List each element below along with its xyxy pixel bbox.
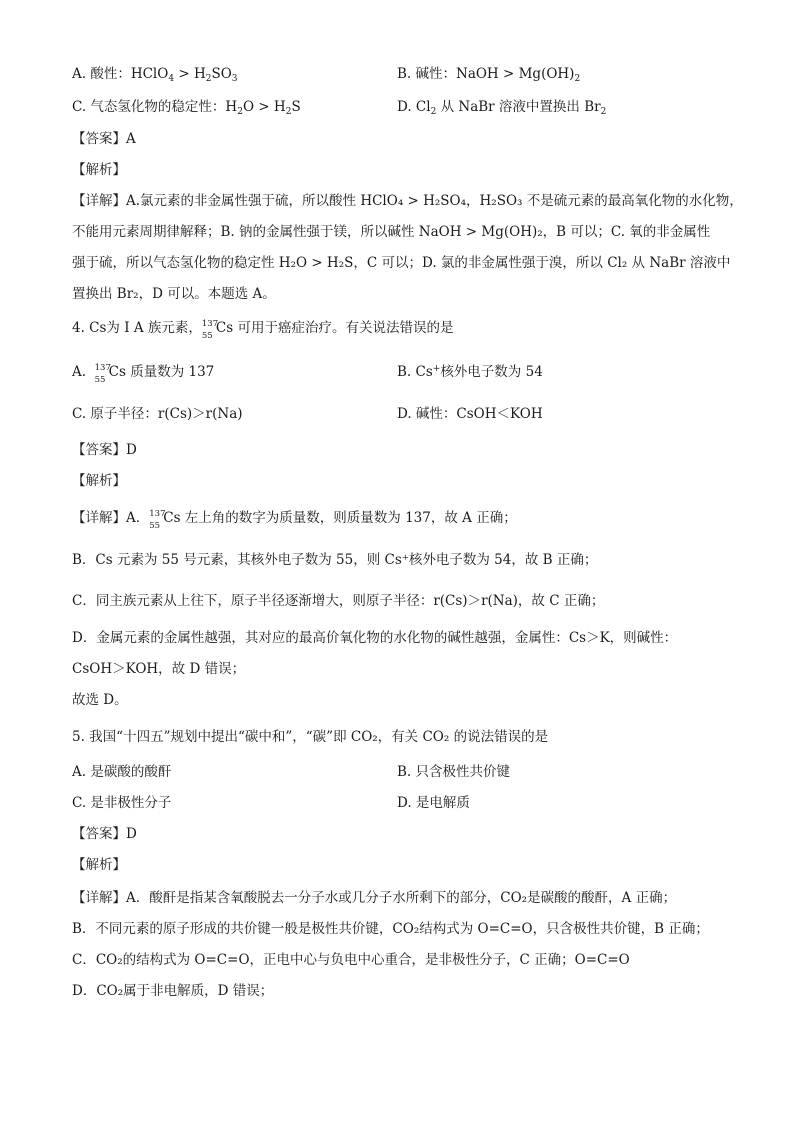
- q3-option-d: D. $Cl_2$ 从 NaBr 溶液中置换出 $Br_2$: [397, 99, 607, 117]
- answer-label: 【答案】: [72, 442, 126, 458]
- answer-value: D: [126, 826, 137, 842]
- q3-option-a: A. 酸性：HClO$_4$ > $H_2SO_3$: [72, 66, 238, 84]
- q4-option-a: A. 137 55 Cs 质量数为 137: [72, 363, 215, 385]
- q4-detail-c: C．同主族元素从上往下，原子半径逐渐增大，则原子半径：r(Cs)＞r(Na)，故 C 正确；: [72, 593, 605, 609]
- q5-detail-d: D．CO₂属于非电解质，D 错误；: [72, 983, 274, 999]
- q3-analysis-label: 【解析】: [72, 162, 126, 178]
- q5-analysis-label: 【解析】: [72, 857, 126, 873]
- nuclide-symbol: 137 55: [94, 363, 111, 385]
- q4-option-c: C. 原子半径：r(Cs)＞r(Na): [72, 406, 243, 422]
- q4-analysis-label: 【解析】: [72, 473, 126, 489]
- q5-option-d: D. 是电解质: [397, 795, 470, 811]
- q5-stem: 5. 我国“十四五”规划中提出“碳中和”，“碳”即 CO₂，有关 CO₂ 的说法错误的是: [72, 729, 549, 745]
- q4-answer: [72, 440, 137, 460]
- q5-option-b: B. 只含极性共价键: [397, 764, 511, 780]
- q5-detail-a: 【详解】A．酸酐是指某含氧酸脱去一分子水或几分子水所剩下的部分，CO₂是碳酸的酸酐，A 正确；: [72, 890, 677, 906]
- q5-detail-b: B．不同元素的原子形成的共价键一般是极性共价键，CO₂结构式为 O=C=O，只含极性共价键，B 正确；: [72, 921, 709, 937]
- answer-label: 【答案】: [72, 826, 126, 842]
- nuclide-symbol: 137 55: [201, 319, 219, 341]
- q5-answer: [72, 824, 137, 844]
- q3-detail-line-3: 强于硫，所以气态氢化物的稳定性 H₂O > H₂S，C 可以；D. 氯的非金属性强于溴，所以 Cl₂ 从 NaBr 溶液中: [72, 255, 731, 271]
- q3-detail-line-2: 不能用元素周期律解释；B. 钠的金属性强于镁，所以碱性 NaOH > Mg(OH)₂，B 可以；C. 氧的非金属性: [72, 224, 711, 240]
- nuclide-symbol: 137 55: [149, 509, 166, 531]
- q3-detail-line-4: 置换出 Br₂，D 可以。本题选 A。: [72, 286, 276, 302]
- q3-answer: [72, 129, 136, 149]
- q5-detail-c: C．CO₂的结构式为 O=C=O，正电中心与负电中心重合，是非极性分子，C 正确；O=C=O: [72, 952, 630, 968]
- q4-stem: 4. Cs为 I A 族元素， 137 55 Cs 可用于癌症治疗。有关说法错误的是: [72, 319, 454, 341]
- q4-option-b: B. Cs+核外电子数为 54: [397, 364, 543, 380]
- q4-option-d: D. 碱性：CsOH＜KOH: [397, 406, 543, 422]
- q4-detail-b: B．Cs 元素为 55 号元素，其核外电子数为 55，则 Cs⁺核外电子数为 54，故 B 正确；: [72, 552, 598, 568]
- q5-option-c: C. 是非极性分子: [72, 795, 172, 811]
- q3-option-b: B. 碱性：NaOH > $Mg(OH)_2$: [397, 66, 581, 84]
- q4-detail-d-line-1: D．金属元素的金属性越强，其对应的最高价氧化物的水化物的碱性越强，金属性：Cs＞K，则碱性：: [72, 630, 678, 646]
- q3-option-c: C. 气态氢化物的稳定性：$H_2O > H_2S$: [72, 99, 301, 117]
- answer-label: 【答案】: [72, 131, 126, 147]
- answer-value: A: [126, 131, 136, 147]
- q4-detail-d-line-2: CsOH＞KOH，故 D 错误；: [72, 661, 246, 677]
- q4-conclusion: 故选 D。: [72, 692, 128, 708]
- answer-value: D: [126, 442, 137, 458]
- q5-option-a: A. 是碳酸的酸酐: [72, 764, 172, 780]
- q4-detail-a: 【详解】A． 137 55 Cs 左上角的数字为质量数，则质量数为 137，故 A 正确；: [72, 509, 517, 531]
- q3-detail-line-1: 【详解】A.氯元素的非金属性强于硫，所以酸性 HClO₄ > H₂SO₄，H₂SO₃ 不是硫元素的最高氧化物的水化物，: [72, 193, 743, 209]
